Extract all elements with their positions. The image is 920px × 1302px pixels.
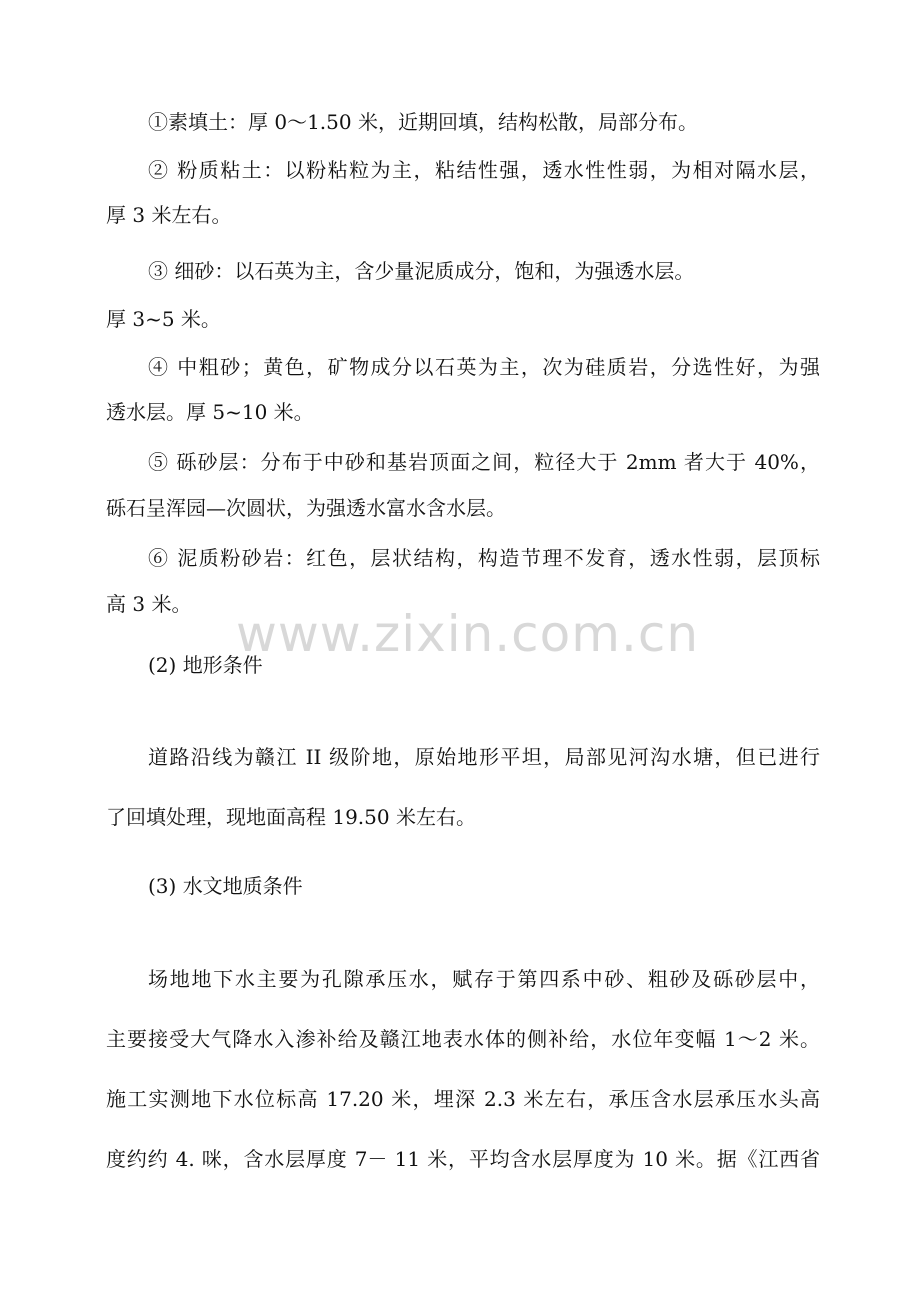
paragraph-hydrogeology-line3: 施工实测地下水位标高 17.20 米，埋深 2.3 米左右，承压含水层承压水头高 (106, 1087, 820, 1111)
paragraph-terrain-line2: 了回填处理，现地面高程 19.50 米左右。 (106, 805, 476, 829)
paragraph-coarse-sand-line1: ④ 中粗砂；黄色，矿物成分以石英为主，次为硅质岩，分选性好，为强 (148, 355, 820, 379)
paragraph-hydrogeology-line2: 主要接受大气降水入渗补给及赣江地表水体的侧补给，水位年变幅 1～2 米。 (106, 1027, 820, 1051)
section-heading-terrain: (2) 地形条件 (148, 653, 263, 677)
paragraph-siltstone-line2: 高 3 米。 (106, 592, 192, 616)
paragraph-hydrogeology-line4: 度约约 4. 咪，含水层厚度 7－ 11 米，平均含水层厚度为 10 米。据《江西省 (106, 1147, 820, 1171)
section-heading-hydrogeology: (3) 水文地质条件 (148, 874, 303, 898)
watermark: www.zixin.com.cn (236, 605, 700, 663)
paragraph-silty-clay-line2: 厚 3 米左右。 (106, 203, 232, 227)
paragraph-terrain-line1: 道路沿线为赣江 II 级阶地，原始地形平坦，局部见河沟水塘，但已进行 (148, 745, 820, 769)
paragraph-coarse-sand-line2: 透水层。厚 5~10 米。 (106, 400, 314, 424)
paragraph-silty-clay-line1: ② 粉质粘土：以粉粘粒为主，粘结性强，透水性性弱，为相对隔水层， (148, 158, 820, 182)
paragraph-gravel-sand-line2: 砾石呈浑园—次圆状，为强透水富水含水层。 (106, 496, 506, 520)
paragraph-siltstone-line1: ⑥ 泥质粉砂岩：红色，层状结构，构造节理不发育，透水性弱，层顶标 (148, 546, 820, 570)
paragraph-fine-sand-line1: ③ 细砂：以石英为主，含少量泥质成分，饱和，为强透水层。 (148, 259, 695, 283)
paragraph-fill-soil: ①素填土：厚 0～1.50 米，近期回填，结构松散，局部分布。 (148, 110, 698, 134)
paragraph-fine-sand-line2: 厚 3~5 米。 (106, 307, 221, 331)
paragraph-hydrogeology-line1: 场地地下水主要为孔隙承压水，赋存于第四系中砂、粗砂及砾砂层中， (148, 967, 820, 991)
paragraph-gravel-sand-line1: ⑤ 砾砂层：分布于中砂和基岩顶面之间，粒径大于 2mm 者大于 40%， (148, 450, 820, 474)
